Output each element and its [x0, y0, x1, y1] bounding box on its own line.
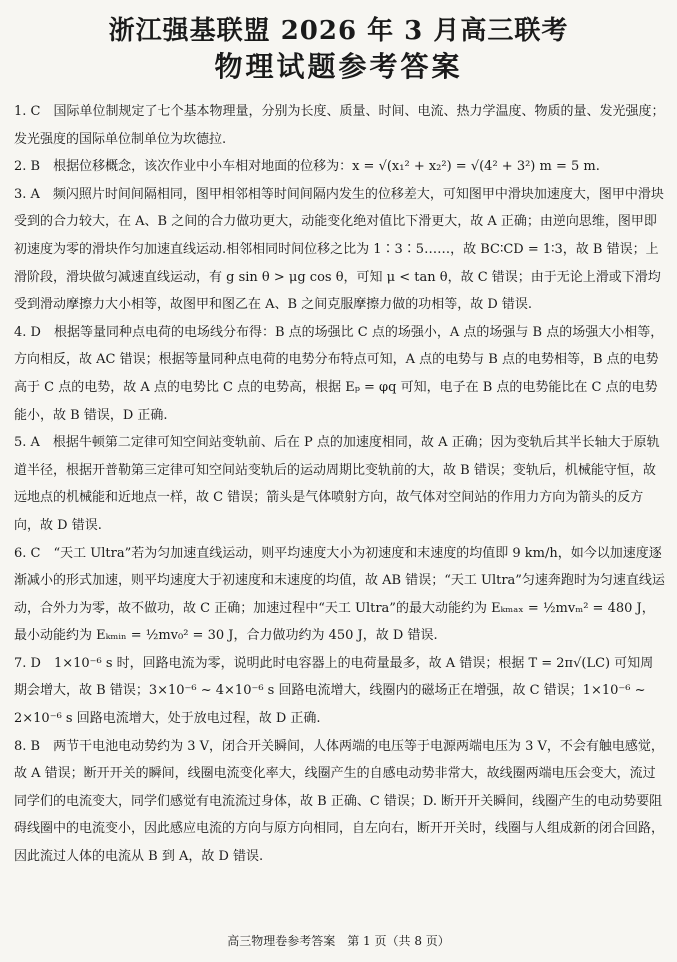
answer-item-5: 5. A 根据牛顿第二定律可知空间站变轨前、后在 P 点的加速度相同，故 A 正确；因为变轨后其半长轴大于原轨道半径，根据开普勒第三定律可知空间站变轨后的运动周期比变轨前的大，故 B 错误；变轨后，机械能守恒，故远地点的机械能和近地点一样，故 C 错误；箭头是气体喷射方向，故气体对空间站的作用力方向为箭头的反方向，故 D 错误. [14, 435, 660, 533]
answer-item-6: 6. C “天工 Ultra”若为匀加速直线运动，则平均速度大小为初速度和末速度的均值即 9 km/h，如今以加速度逐渐减小的形式加速，则平均速度大于初速度和末速度的均值，故 AB 错误；“天工 Ultra”匀速奔跑时为匀速直线运动，合外力为零，故不做功，故 C 正确；加速过程中“天工 Ultra”的最大动能约为 Eₖₘₐₓ = ½mvₘ² = 480 J，最小动能约为 Eₖₘᵢₙ = ½mv₀² = 30 J，合力做功约为 450 J，故 D 错误. [14, 545, 665, 644]
answer-list [14, 98, 666, 871]
answer-item-8: 8. B 两节干电池电动势约为 3 V，闭合开关瞬间，人体两端的电压等于电源两端电压为 3 V，不会有触电感觉，故 A 错误；断开开关的瞬间，线圈电流变化率大，线圈产生的自感电动势非常大，故线圈两端电压会变大，流过同学们的电流变大，同学们感觉有电流流过身体，故 B 正确、C 错误；D. 断开开关瞬间，线圈产生的电动势要阻碍线圈中的电流变小，因此感应电流的方向与原方向相同，自左向右，断开开关时，线圈与人组成新的闭合回路，因此流过人体的电流从 B 到 A，故 D 错误. [14, 738, 665, 865]
document-title: 物理试题参考答案 [214, 50, 463, 83]
page-footer: 高三物理卷参考答案 第 1 页（共 8 页） [227, 934, 450, 948]
answer-item-4: 4. D 根据等量同种点电荷的电场线分布得：B 点的场强比 C 点的场强小，A 点的场强与 B 点的场强大小相等，方向相反，故 AC 错误；根据等量同种点电荷的电势分布特点可知，A 点的电势与 B 点的电势相等，B 点的电势高于 C 点的电势，故 A 点的电势比 C 点的电势高，根据 Eₚ = φq 可知，电子在 B 点的电势能比在 C 点的电势能小，故 B 错误，D 正确. [14, 324, 664, 423]
answer-item-3: 3. A 频闪照片时间间隔相同，图甲相邻相等时间间隔内发生的位移差大，可知图甲中滑块加速度大，图甲中滑块受到的合力较大，在 A、B 之间的合力做功更大，动能变化绝对值比下滑更大，故 A 正确；由逆向思维，图甲即初速度为零的滑块作匀加速直线运动.相邻相同时间位移之比为 1∶3∶5……，故 BC∶CD = 1∶3，故 B 错误；上滑阶段，滑块做匀减速直线运动，有 g sin θ > μg cos θ，可知 μ < tan θ，故 C 错误；由于无论上滑或下滑均受到滑动摩擦力大小相等，故图甲和图乙在 A、B 之间克服摩擦力做的功相等，故 D 错误. [14, 186, 664, 313]
exam-title: 浙江强基联盟 2026 年 3 月高三联考 [108, 16, 569, 46]
answer-item-2: 2. B 根据位移概念，该次作业中小车相对地面的位移为：x = √(x₁² + x₂²) = √(4² + 3²) m = 5 m. [14, 159, 600, 175]
answer-item-1: 1. C 国际单位制规定了七个基本物理量，分别为长度、质量、时间、电流、热力学温度、物质的量、发光强度；发光强度的国际单位制单位为坎德拉. [14, 104, 665, 147]
answer-item-7: 7. D 1×10⁻⁶ s 时，回路电流为零，说明此时电容器上的电荷量最多，故 A 错误；根据 T = 2π√(LC) 可知周期会增大，故 B 错误；3×10⁻⁶ ~ 4×10⁻⁶ s 回路电流增大，线圈内的磁场正在增强，故 C 错误；1×10⁻⁶ ~ 2×10⁻⁶ s 回路电流增大，处于放电过程，故 D 正确. [14, 655, 654, 727]
